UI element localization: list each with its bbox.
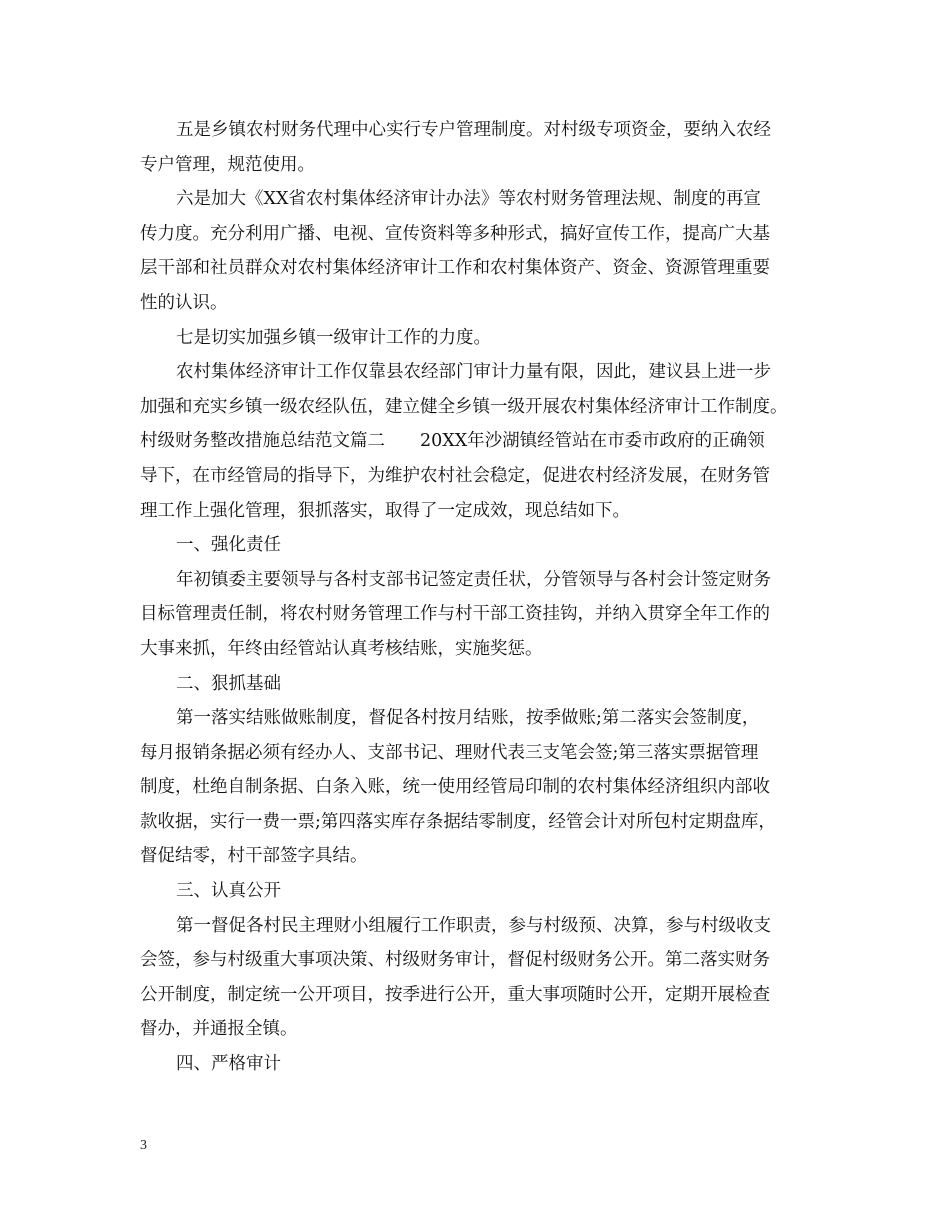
text-line: 农村集体经济审计工作仅靠县农经部门审计力量有限，因此，建议县上进一步 <box>176 362 771 383</box>
text-line: 每月报销条据必须有经办人、支部书记、理财代表三支笔会签;第三落实票据管理 <box>140 742 759 763</box>
text-line: 六是加大《XX省农村集体经济审计办法》等农村财务管理法规、制度的再宣 <box>176 189 761 210</box>
text-line: 七是切实加强乡镇一级审计工作的力度。 <box>176 327 491 348</box>
text-line: 公开制度，制定统一公开项目，按季进行公开，重大事项随时公开，定期开展检查 <box>140 984 770 1005</box>
text-line: 款收据，实行一费一票;第四落实库存条据结零制度，经管会计对所包村定期盘库， <box>140 811 776 832</box>
text-line: 年初镇委主要领导与各村支部书记签定责任状，分管领导与各村会计签定财务 <box>176 569 771 590</box>
text-line: 加强和充实乡镇一级农经队伍，建立健全乡镇一级开展农村集体经济审计工作制度。 <box>140 396 788 417</box>
text-line: 目标管理责任制，将农村财务管理工作与村干部工资挂钩，并纳入贯穿全年工作的 <box>140 604 770 625</box>
text-line: 五是乡镇农村财务代理中心实行专户管理制度。对村级专项资金，要纳入农经 <box>176 120 771 140</box>
text-line: 专户管理，规范使用。 <box>140 154 315 175</box>
document-body <box>140 113 820 1082</box>
text-line: 二、狠抓基础 <box>176 673 281 694</box>
text-line: 理工作上强化管理，狠抓落实，取得了一定成效，现总结如下。 <box>140 500 630 521</box>
text-line: 会签，参与村级重大事项决策、村级财务审计，督促村级财务公开。第二落实财务 <box>140 950 770 971</box>
text-line: 一、强化责任 <box>176 535 281 556</box>
text-line: 第一落实结账做账制度，督促各村按月结账，按季做账;第二落实会签制度， <box>176 708 760 729</box>
text-line: 传力度。充分利用广播、电视、宣传资料等多种形式，搞好宣传工作，提高广大基 <box>140 223 770 244</box>
text-line: 性的认识。 <box>140 292 228 313</box>
text-line: 第一督促各村民主理财小组履行工作职责，参与村级预、决算，参与村级收支 <box>176 915 771 936</box>
text-line: 层干部和社员群众对农村集体经济审计工作和农村集体资产、资金、资源管理重要 <box>140 258 770 279</box>
text-line: 大事来抓，年终由经管站认真考核结账，实施奖惩。 <box>140 638 543 659</box>
text-line: 四、严格审计 <box>176 1054 281 1075</box>
text-line: 制度，杜绝自制条据、白条入账，统一使用经管局印制的农村集体经济组织内部收 <box>140 777 770 798</box>
text-line: 督促结零，村干部签字具结。 <box>140 846 368 867</box>
text-line: 三、认真公开 <box>176 881 281 902</box>
text-line: 督办，并通报全镇。 <box>140 1019 298 1040</box>
text-line: 导下，在市经管局的指导下，为维护农村社会稳定，促进农村经济发展，在财务管 <box>140 465 770 486</box>
page-number: 3 <box>140 1138 147 1153</box>
text-line: 村级财务整改措施总结范文篇二 20XX年沙湖镇经管站在市委市政府的正确领 <box>140 431 765 452</box>
